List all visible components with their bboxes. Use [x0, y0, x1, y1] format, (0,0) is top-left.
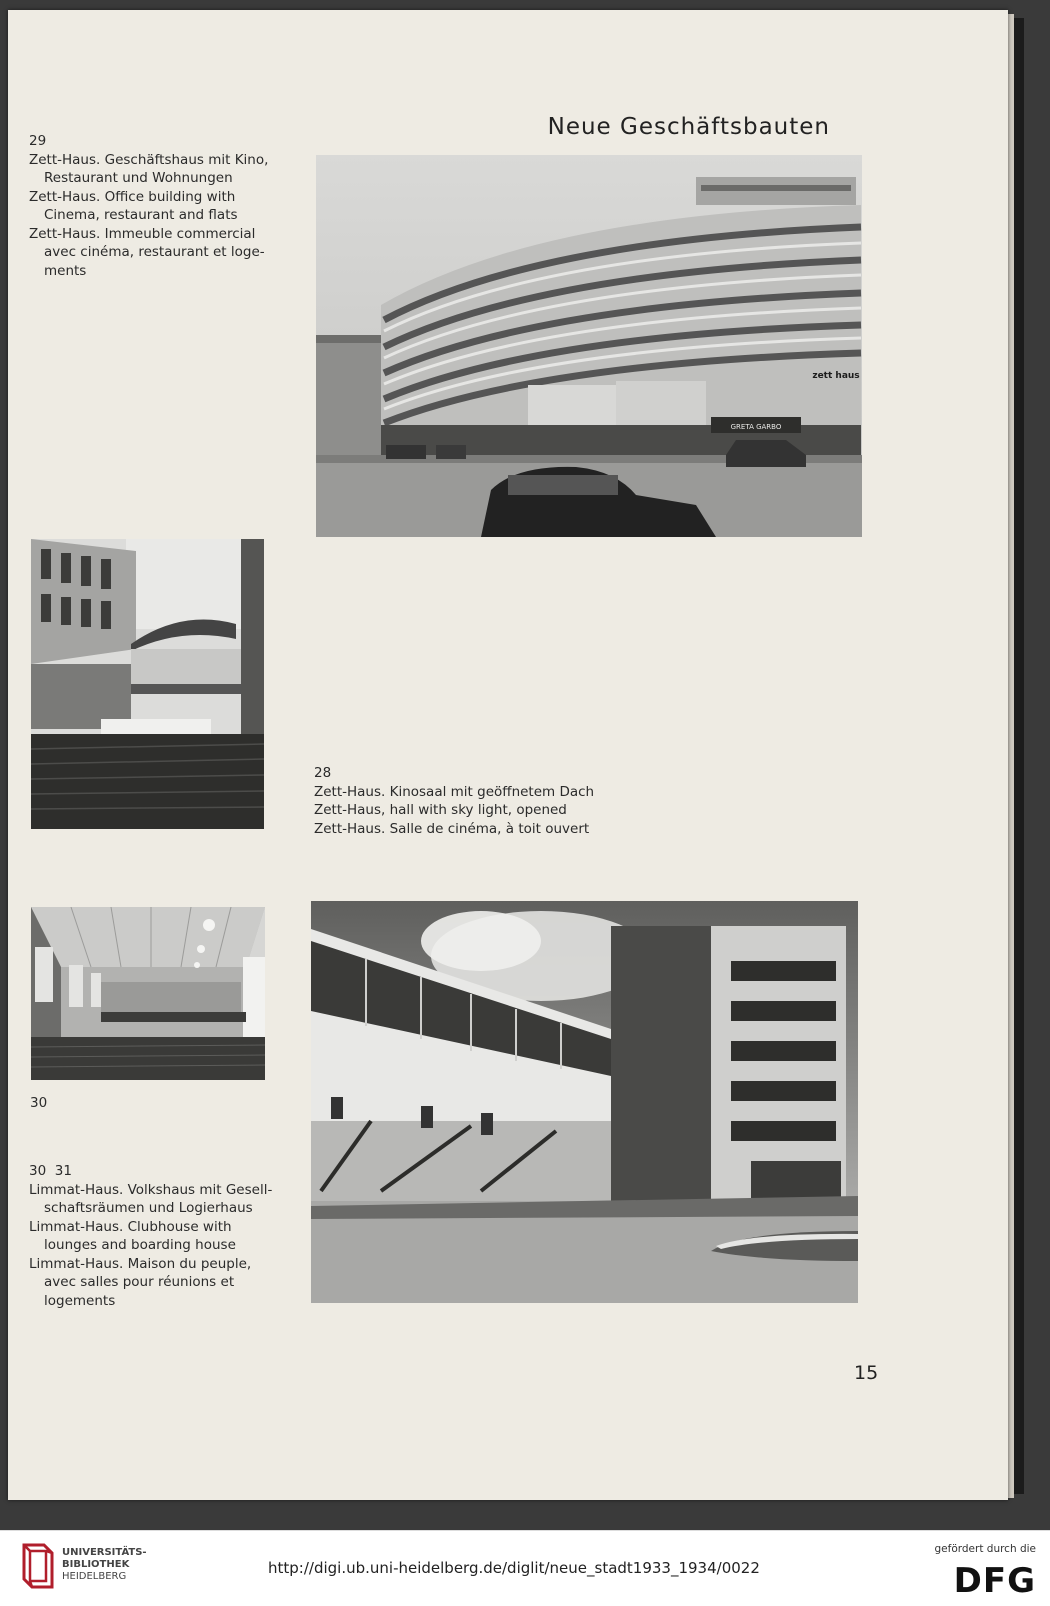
dfg-logo: DFG	[953, 1561, 1036, 1601]
sign-greta-garbo: GRETA GARBO	[730, 423, 782, 431]
caption-line: logements	[44, 1292, 116, 1309]
photo-zett-haus-exterior	[316, 155, 862, 537]
library-name-line: BIBLIOTHEK	[62, 1559, 130, 1570]
photo-limmat-haus-exterior	[311, 901, 858, 1303]
caption-line: lounges and boarding house	[44, 1237, 236, 1253]
permalink-url[interactable]: http://digi.ub.uni-heidelberg.de/diglit/neue_stadt1933_1934/0022	[268, 1559, 760, 1577]
caption-line: Limmat-Haus. Maison du peuple,	[29, 1255, 252, 1272]
photo-cinema-hall	[31, 539, 264, 829]
photo-limmat-haus-hall	[31, 907, 265, 1080]
library-name-line: UNIVERSITÄTS-	[62, 1547, 147, 1558]
library-name	[62, 1547, 147, 1583]
caption-number: 30 31	[29, 1163, 72, 1179]
caption-29	[29, 132, 291, 280]
caption-line: Zett-Haus. Immeuble commercial	[29, 225, 256, 242]
caption-line: avec salles pour réunions et	[44, 1274, 235, 1290]
book-page	[8, 10, 1008, 1500]
caption-30-label: 30	[30, 1095, 48, 1111]
caption-line: Limmat-Haus. Clubhouse with	[29, 1218, 232, 1235]
caption-line: ments	[44, 262, 87, 279]
sign-zett-haus: zett haus	[812, 371, 860, 381]
caption-line: Zett-Haus. Salle de cinéma, à toit ouvert	[314, 820, 590, 837]
caption-number: 28	[314, 765, 332, 781]
caption-line: Restaurant und Wohnungen	[44, 170, 233, 186]
caption-line: Limmat-Haus. Volkshaus mit Gesell-	[29, 1181, 273, 1198]
digitization-footer	[0, 1530, 1050, 1606]
caption-line: Zett-Haus. Kinosaal mit geöffnetem Dach	[314, 783, 595, 800]
funding-note: gefördert durch die	[934, 1543, 1036, 1555]
caption-line: Zett-Haus. Office building with	[29, 188, 236, 205]
caption-number: 29	[29, 133, 47, 149]
page-header-title: Neue Geschäftsbauten	[547, 114, 830, 140]
caption-line: avec cinéma, restaurant et loge-	[44, 244, 265, 260]
caption-line: Cinema, restaurant and flats	[44, 207, 238, 223]
caption-line: schaftsräumen und Logierhaus	[44, 1200, 253, 1216]
caption-line: Zett-Haus. Geschäftshaus mit Kino,	[29, 151, 269, 168]
library-name-line: HEIDELBERG	[62, 1571, 127, 1582]
caption-line: Zett-Haus, hall with sky light, opened	[314, 802, 567, 818]
book-spine	[1014, 18, 1024, 1494]
caption-28	[314, 764, 714, 838]
page-number: 15	[854, 1362, 879, 1384]
caption-30-31	[29, 1162, 291, 1310]
university-library-logo-icon	[20, 1541, 56, 1591]
